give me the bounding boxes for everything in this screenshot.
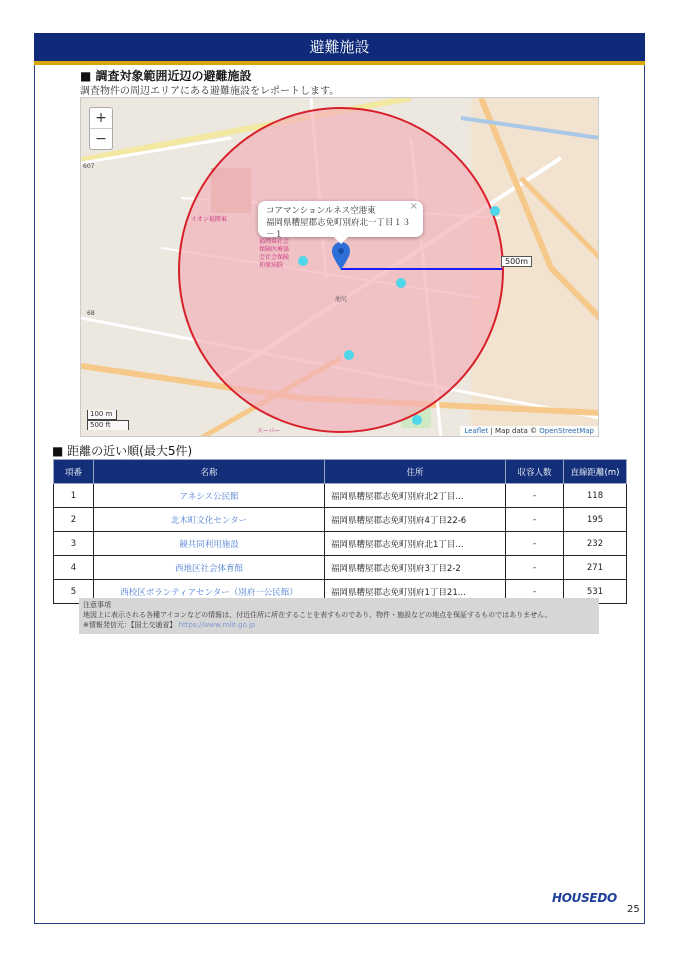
row-no: 4 bbox=[54, 556, 94, 580]
radius-label: 500m bbox=[501, 256, 532, 267]
row-address: 福岡県糟屋郡志免町別府4丁目22-6 bbox=[325, 508, 506, 532]
notice-heading: 注意事項 bbox=[83, 601, 111, 609]
popup-property-name: コアマンションルネス空港東 bbox=[266, 206, 376, 216]
zoom-in-button[interactable]: + bbox=[95, 110, 107, 126]
row-capacity: - bbox=[506, 532, 564, 556]
table-row bbox=[54, 556, 627, 580]
hospital-label: 福岡県社会保険医療協会社会保険仲原病院 bbox=[259, 238, 290, 269]
row-capacity: - bbox=[506, 556, 564, 580]
facility-name-link[interactable]: 北木町文化センター bbox=[94, 508, 325, 532]
popup-close-icon[interactable]: × bbox=[409, 201, 418, 212]
row-distance: 271 bbox=[564, 556, 627, 580]
row-capacity: - bbox=[506, 580, 564, 604]
facility-marker[interactable] bbox=[298, 256, 308, 266]
road-label: 68 bbox=[87, 310, 95, 317]
row-no: 3 bbox=[54, 532, 94, 556]
facility-table bbox=[53, 459, 627, 604]
osm-link[interactable]: OpenStreetMap bbox=[539, 427, 594, 435]
facility-name-link[interactable]: 西地区社会体育館 bbox=[94, 556, 325, 580]
map-canvas bbox=[81, 98, 599, 437]
attribution-separator: | Map data © bbox=[488, 427, 540, 435]
page-header: 避難施設 bbox=[34, 33, 645, 65]
property-popup bbox=[258, 201, 423, 240]
facility-name-link[interactable]: アネシス公民館 bbox=[94, 484, 325, 508]
facility-marker[interactable] bbox=[396, 278, 406, 288]
row-address: 福岡県糟屋郡志免町別府3丁目2-2 bbox=[325, 556, 506, 580]
row-no: 5 bbox=[54, 580, 94, 604]
source-url-link[interactable]: https://www.mlit.go.jp bbox=[178, 621, 256, 629]
road-label: 607 bbox=[83, 163, 95, 170]
station-label: 池尻 bbox=[335, 296, 348, 303]
row-address: 福岡県糟屋郡志免町別府北1丁目... bbox=[325, 532, 506, 556]
leaflet-link[interactable]: Leaflet bbox=[464, 427, 489, 435]
row-no: 2 bbox=[54, 508, 94, 532]
map-scale bbox=[87, 410, 129, 430]
supermarket-label: スーパー bbox=[257, 428, 281, 435]
source-label: ※情報発信元：【国土交通省】 bbox=[83, 621, 179, 629]
section-description: 調査物件の周辺エリアにある避難施設をレポートします。 bbox=[80, 86, 340, 97]
facility-marker[interactable] bbox=[344, 350, 354, 360]
col-address: 住所 bbox=[325, 460, 506, 484]
map-attribution bbox=[460, 426, 598, 436]
facility-marker[interactable] bbox=[490, 206, 500, 216]
table-row bbox=[54, 508, 627, 532]
row-distance: 232 bbox=[564, 532, 627, 556]
col-distance: 直線距離(m) bbox=[564, 460, 627, 484]
row-capacity: - bbox=[506, 508, 564, 532]
page-number: 25 bbox=[627, 904, 640, 915]
notice-source bbox=[83, 620, 595, 630]
evacuation-map[interactable] bbox=[80, 97, 599, 437]
facility-name-link[interactable]: 競共同利用施設 bbox=[94, 532, 325, 556]
housedo-logo: HOUSEDO bbox=[552, 891, 617, 905]
col-no: 項番 bbox=[54, 460, 94, 484]
notice-box bbox=[79, 598, 599, 634]
col-capacity: 収容人数 bbox=[506, 460, 564, 484]
section-title: ■ 調査対象範囲近辺の避難施設 bbox=[80, 69, 252, 83]
row-address: 福岡県糟屋郡志免町別府1丁目21... bbox=[325, 580, 506, 604]
facility-marker[interactable] bbox=[412, 415, 422, 425]
scale-imperial: 500 ft bbox=[87, 420, 129, 430]
table-title: ■ 距離の近い順(最大5件) bbox=[52, 444, 193, 458]
row-distance: 531 bbox=[564, 580, 627, 604]
row-no: 1 bbox=[54, 484, 94, 508]
row-distance: 118 bbox=[564, 484, 627, 508]
zoom-control bbox=[89, 107, 113, 150]
shop-label: イオン福岡東 bbox=[191, 216, 227, 223]
popup-property-address: 福岡県糟屋郡志免町別府北一丁目１３－１ bbox=[266, 218, 411, 240]
row-address: 福岡県糟屋郡志免町別府北2丁目... bbox=[325, 484, 506, 508]
row-distance: 195 bbox=[564, 508, 627, 532]
row-capacity: - bbox=[506, 484, 564, 508]
notice-text: 地図上に表示される各種アイコンなどの情報は、付近住所に所在することを表すものであり、物件・施設などの地点を保証するものではありません。 bbox=[83, 611, 552, 619]
table-row bbox=[54, 484, 627, 508]
scale-metric: 100 m bbox=[87, 410, 117, 420]
zoom-out-button[interactable]: − bbox=[90, 128, 112, 149]
table-row bbox=[54, 532, 627, 556]
facility-name-link[interactable]: 西校区ボランティアセンター（別府一公民館） bbox=[94, 580, 325, 604]
col-name: 名称 bbox=[94, 460, 325, 484]
